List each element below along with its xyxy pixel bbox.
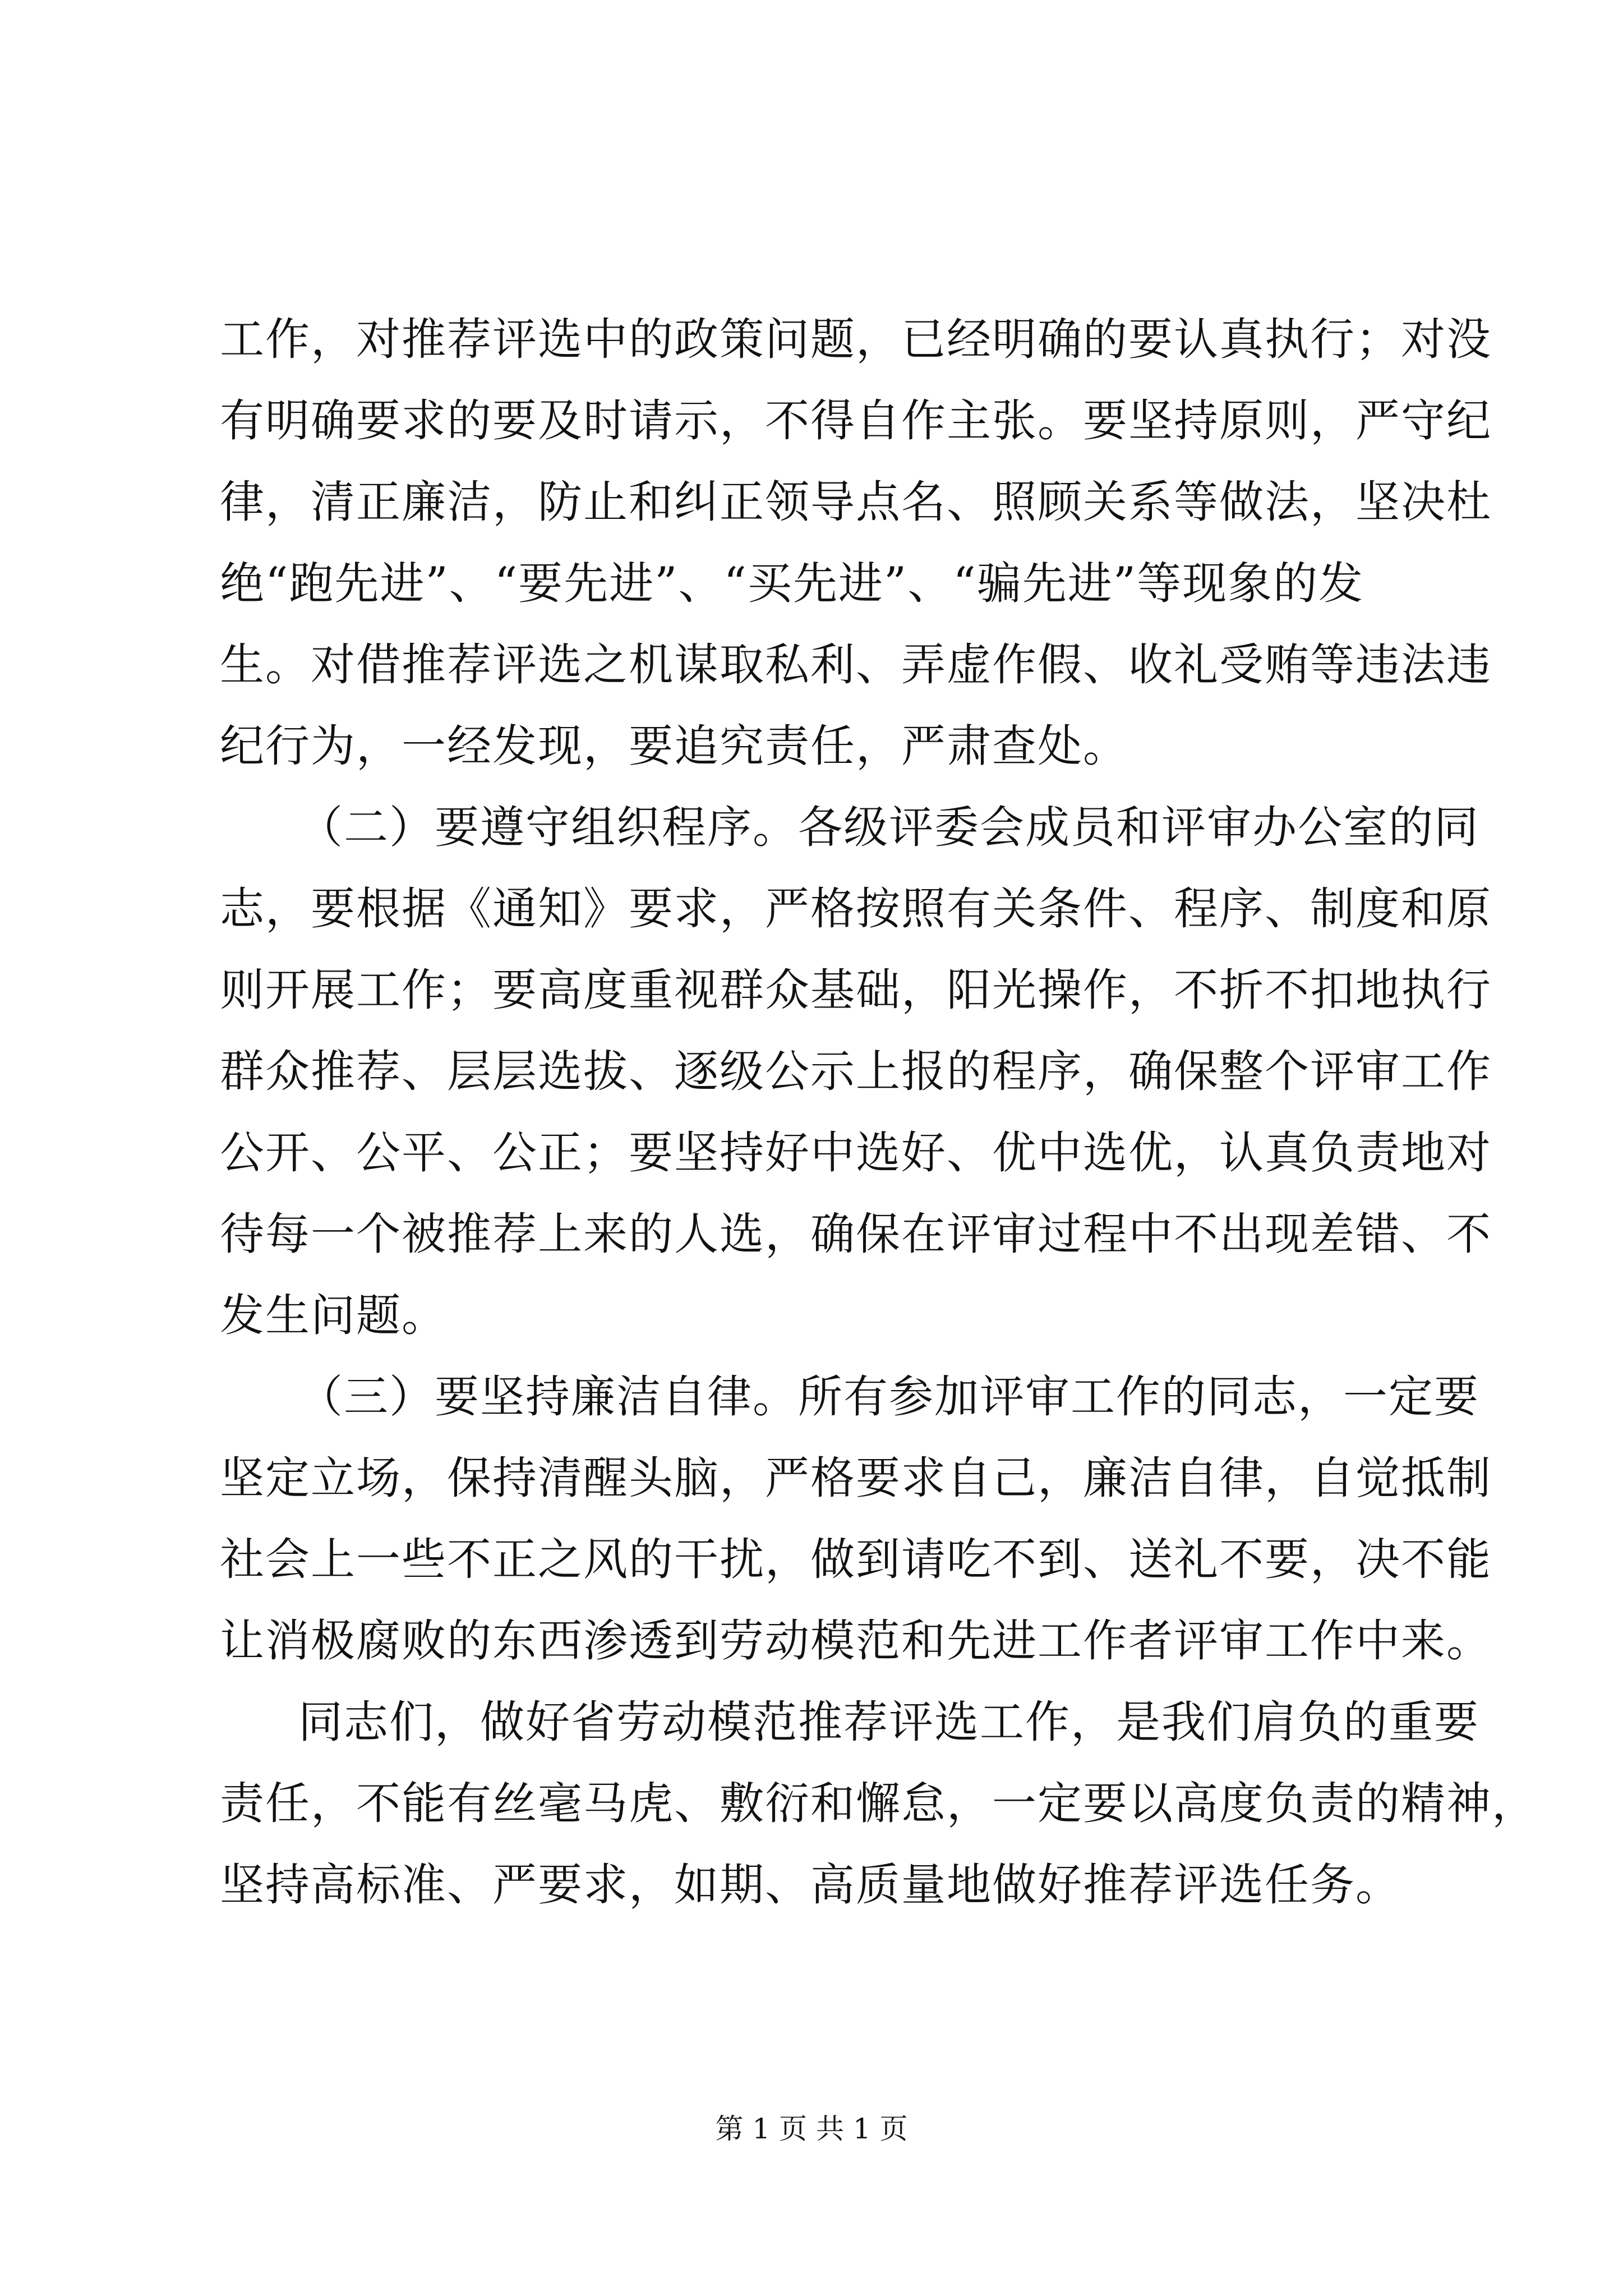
- text-line: 坚定立场，保持清醒头脑，严格要求自己，廉洁自律，自觉抵制: [220, 1452, 1492, 1504]
- text-line: 律，清正廉洁，防止和纠正领导点名、照顾关系等做法，坚决杜: [220, 476, 1492, 528]
- page-footer: 第 1 页 共 1 页: [715, 2113, 908, 2145]
- text-line: （三）要坚持廉洁自律。所有参加评审工作的同志，一定要: [298, 1371, 1479, 1423]
- text-line: 坚持高标准、严要求，如期、高质量地做好推荐评选任务。: [220, 1859, 1401, 1911]
- text-line: 群众推荐、层层选拔、逐级公示上报的程序，确保整个评审工作: [220, 1046, 1492, 1097]
- text-line: 工作，对推荐评选中的政策问题，已经明确的要认真执行；对没: [220, 314, 1492, 365]
- text-line: 公开、公平、公正；要坚持好中选好、优中选优，认真负责地对: [220, 1127, 1492, 1179]
- text-line: 生。对借推荐评选之机谋取私利、弄虚作假、收礼受贿等违法违: [220, 639, 1492, 691]
- text-line: 则开展工作；要高度重视群众基础，阳光操作，不折不扣地执行: [220, 964, 1492, 1016]
- text-line: 志，要根据《通知》要求，严格按照有关条件、程序、制度和原: [220, 883, 1492, 935]
- text-line: 同志们，做好省劳动模范推荐评选工作，是我们肩负的重要: [298, 1696, 1479, 1748]
- text-line: 让消极腐败的东西渗透到劳动模范和先进工作者评审工作中来。: [220, 1615, 1492, 1667]
- text-line: （二）要遵守组织程序。各级评委会成员和评审办公室的同: [298, 802, 1479, 853]
- text-line: 责任，不能有丝毫马虎、敷衍和懈怠，一定要以高度负责的精神，: [220, 1778, 1537, 1829]
- text-line: 纪行为，一经发现，要追究责任，严肃查处。: [220, 720, 1128, 772]
- text-line: 待每一个被推荐上来的人选，确保在评审过程中不出现差错、不: [220, 1208, 1492, 1260]
- text-line: 有明确要求的要及时请示，不得自作主张。要坚持原则，严守纪: [220, 395, 1492, 447]
- text-line: 社会上一些不正之风的干扰，做到请吃不到、送礼不要，决不能: [220, 1534, 1492, 1585]
- text-line: 绝“跑先进”、“要先进”、“买先进”、“骗先进”等现象的发: [220, 558, 1364, 609]
- text-line: 发生问题。: [220, 1290, 447, 1341]
